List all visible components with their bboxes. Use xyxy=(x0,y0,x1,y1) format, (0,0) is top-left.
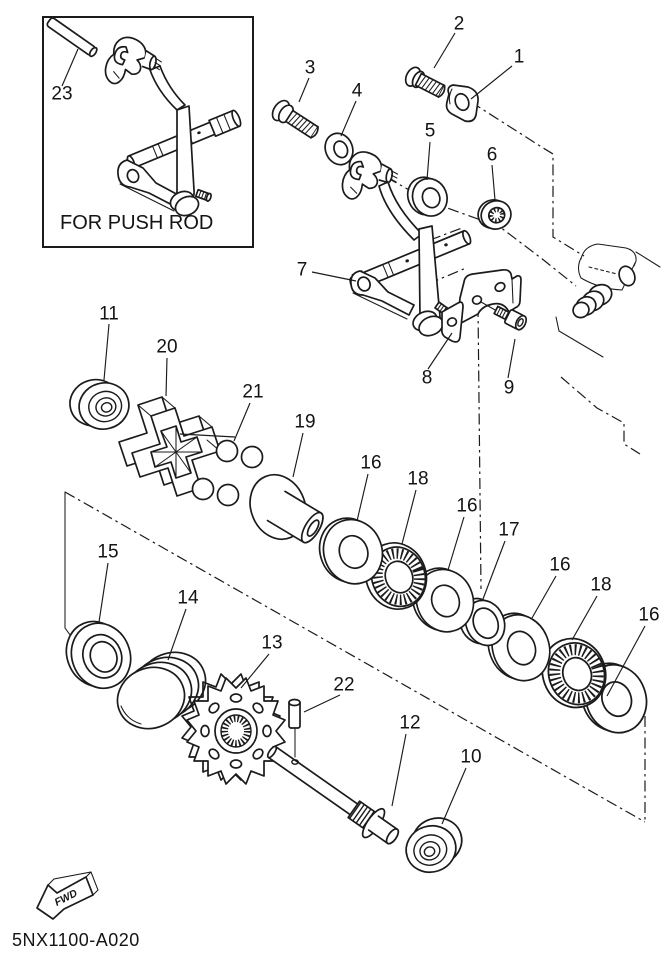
callout-part-14: 14 xyxy=(177,587,199,609)
part-1-plate xyxy=(447,85,479,121)
fwd-arrow-label: FWD xyxy=(52,887,80,909)
callout-part-17: 17 xyxy=(498,519,520,541)
callout-part-20: 20 xyxy=(156,336,178,358)
callout-part-3: 3 xyxy=(304,57,316,79)
callout-part-9: 9 xyxy=(503,377,515,399)
callout-part-18-a: 18 xyxy=(407,468,429,490)
callout-part-15: 15 xyxy=(97,541,119,563)
callout-part-10: 10 xyxy=(460,746,482,768)
callout-part-6: 6 xyxy=(486,144,498,166)
part-12-governor-shaft xyxy=(260,737,405,853)
callout-part-18-b: 18 xyxy=(590,574,612,596)
callout-part-22: 22 xyxy=(333,674,355,696)
callout-part-1: 1 xyxy=(513,46,525,68)
part-8-bracket xyxy=(442,270,521,342)
callout-part-16-b: 16 xyxy=(456,495,478,517)
callout-part-23: 23 xyxy=(51,83,73,105)
callout-part-4: 4 xyxy=(351,80,363,102)
inset-caption: FOR PUSH ROD xyxy=(60,212,214,234)
part-11-bearing xyxy=(65,372,134,437)
callout-part-21: 21 xyxy=(242,381,264,403)
part-10-bearing xyxy=(398,812,469,879)
crankcase-fragment xyxy=(556,244,660,454)
part-19-boss xyxy=(241,466,327,547)
callout-part-11: 11 xyxy=(99,303,119,325)
part-22-pin xyxy=(289,700,300,758)
callout-part-16-a: 16 xyxy=(360,452,382,474)
callout-part-8: 8 xyxy=(421,367,433,389)
callout-part-13: 13 xyxy=(261,632,283,654)
callout-part-16-d: 16 xyxy=(638,604,660,626)
drawing-number: 5NX1100-A020 xyxy=(12,930,140,950)
part-6-seal xyxy=(474,194,515,234)
callout-part-16-c: 16 xyxy=(549,554,571,576)
callout-part-2: 2 xyxy=(453,13,465,35)
callout-part-19: 19 xyxy=(294,411,316,433)
part-3-bolt xyxy=(269,98,322,143)
callout-part-7: 7 xyxy=(296,259,308,281)
callout-part-12: 12 xyxy=(399,712,421,734)
part-2-bolt xyxy=(403,65,448,101)
callout-part-5: 5 xyxy=(424,120,436,142)
